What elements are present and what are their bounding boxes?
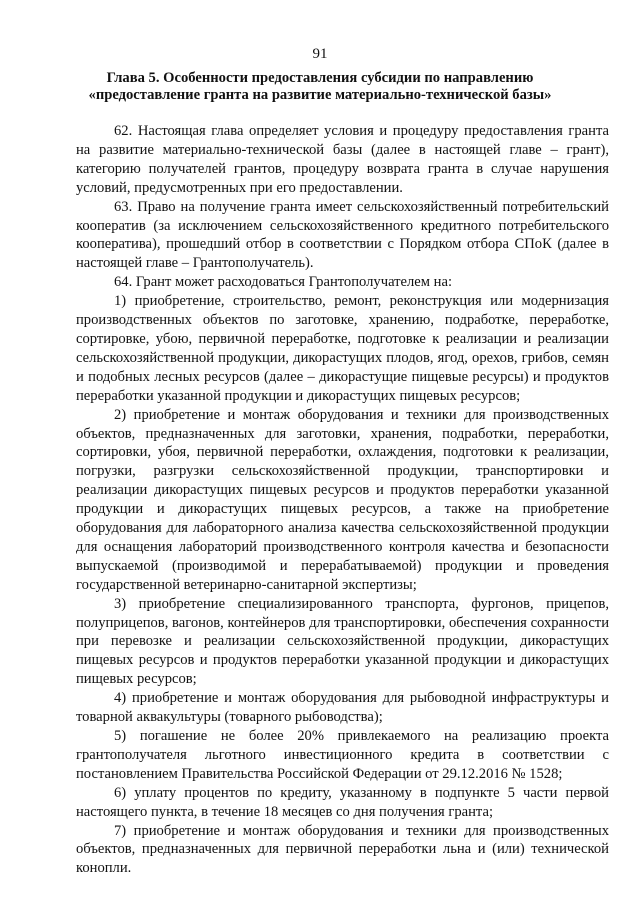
page-number: 91 (312, 46, 328, 62)
list-item-6: 6) уплату процентов по кредиту, указанному в подпункте 5 части первой настоящего пункта, в течение 18 месяцев со дня получения гранта; (76, 784, 609, 820)
paragraph-64: 64. Грант может расходоваться Грантополучателем на: (114, 274, 453, 291)
chapter-title (60, 70, 580, 104)
list-item-7: 7) приобретение и монтаж оборудования и техники для производственных объектов, предназначенных для первичной переработки льна и (или) технической конопли. (76, 822, 609, 877)
list-item-4: 4) приобретение и монтаж оборудования для рыбоводной инфраструктуры и товарной аквакультуры (товарного рыбоводства); (76, 690, 609, 726)
list-item-5: 5) погашение не более 20% привлекаемого на реализацию проекта грантополучателя льготного инвестиционного кредита в соответствии с постановлением Правительства Российской Федерации от 29.12.2016 № 1528; (76, 728, 609, 782)
list-item-1: 1) приобретение, строительство, ремонт, реконструкция или модернизация производственных объектов по заготовке, хранению, подработке, переработке, сортировке, убою, первичной переработке, подготовке к реализации и реализации сельскохозяйственной продукции, дикорастущих плодов, ягод, орехов, грибов, семян и подобных лесных ресурсов (далее – дикорастущие пищевые ресурсы) и продуктов переработки указанной продукции и дикорастущих пищевых ресурсов; (76, 293, 609, 404)
document-body (76, 122, 609, 878)
chapter-title-line-1: Глава 5. Особенности предоставления субсидии по направлению (106, 70, 534, 86)
chapter-title-line-2: «предоставление гранта на развитие материально-технической базы» (88, 87, 552, 103)
paragraph-62: 62. Настоящая глава определяет условия и процедуру предоставления гранта на развитие материально-технической базы (далее в настоящей главе – грант), категорию получателей грантов, процедуру возврата гранта в случае нарушения условий, предусмотренных при его предоставлении. (76, 123, 609, 196)
paragraph-63: 63. Право на получение гранта имеет сельскохозяйственный потребительский кооператив (за исключением сельскохозяйственного кредитного потребительского кооператива), прошедший отбор в соответствии с Порядком отбора СПоК (далее в настоящей главе – Грантополучатель). (76, 198, 609, 272)
list-item-3: 3) приобретение специализированного транспорта, фургонов, прицепов, полуприцепов, вагонов, контейнеров для транспортировки, обеспечения сохранности при перевозке и реализации сельскохозяйственной продукции, дикорастущих пищевых ресурсов и продуктов переработки указанной продукции и дикорастущих пищевых ресурсов; (76, 595, 609, 688)
list-item-2: 2) приобретение и монтаж оборудования и техники для производственных объектов, предназначенных для заготовки, хранения, подработки, переработки, сортировки, убоя, первичной переработки, охлаждения, подготовки к реализации, погрузки, разгрузки сельскохозяйственной продукции, транспортировки и реализации дикорастущих пищевых ресурсов и продуктов переработки указанной продукции и дикорастущих пищевых ресурсов, а также на приобретение оборудования для лабораторного анализа качества сельскохозяйственной продукции для оснащения лабораторий производственного контроля качества и безопасности выпускаемой (производимой и перерабатываемой) продукции и проведения государственной ветеринарно-санитарной экспертизы; (76, 406, 609, 593)
